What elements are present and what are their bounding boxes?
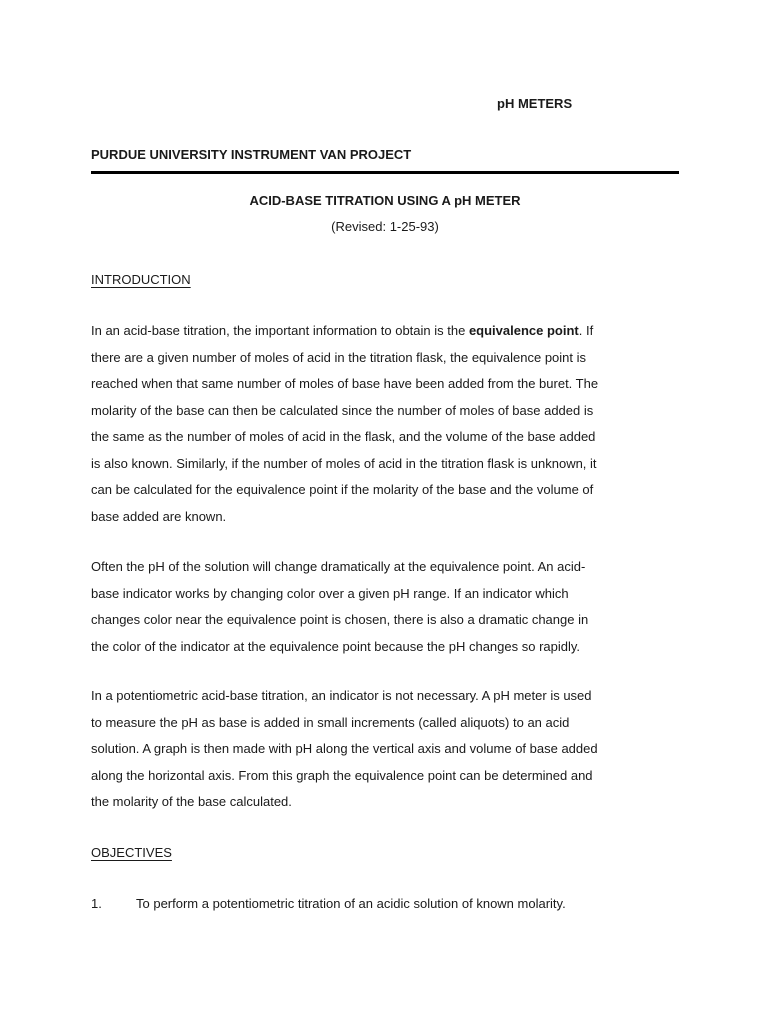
paragraph-line: base indicator works by changing color over a given pH range. If an indicator which — [91, 585, 569, 601]
page-header-title: pH METERS — [497, 96, 573, 111]
paragraph-line: the same as the number of moles of acid in the flask, and the volume of the base added — [91, 429, 596, 444]
text-span: . If — [578, 323, 594, 338]
introduction-paragraph-3 — [91, 683, 679, 816]
paragraph-line: solution. A graph is then made with pH along the vertical axis and volume of base added — [91, 741, 598, 756]
paragraph-line: along the horizontal axis. From this graph the equivalence point can be determined and — [91, 767, 593, 783]
paragraph-line: can be calculated for the equivalence point if the molarity of the base and the volume of — [91, 482, 594, 497]
document-title: ACID-BASE TITRATION USING A pH METER — [249, 193, 521, 208]
paragraph-line: reached when that same number of moles of base have been added from the buret. The — [91, 376, 599, 391]
paragraph-line: the color of the indicator at the equivalence point because the pH changes so rapidly. — [91, 638, 581, 654]
introduction-heading: INTRODUCTION — [91, 272, 191, 287]
introduction-paragraph-2 — [91, 554, 679, 660]
paragraph-line: is also known. Similarly, if the number of moles of acid in the titration flask is unknown, it — [91, 455, 597, 471]
header-divider — [91, 171, 679, 174]
equivalence-point-term: equivalence point — [468, 323, 579, 338]
paragraph-line: base added are known. — [91, 508, 227, 524]
introduction-paragraph-1 — [91, 318, 679, 530]
paragraph-line: the molarity of the base calculated. — [91, 794, 292, 809]
paragraph-line — [91, 318, 679, 345]
revision-date: (Revised: 1-25-93) — [331, 219, 439, 234]
paragraph-line: to measure the pH as base is added in small increments (called aliquots) to an acid — [91, 714, 570, 730]
objectives-heading: OBJECTIVES — [91, 845, 172, 860]
text-span: In an acid-base titration, the important information to obtain is the — [91, 323, 469, 338]
objective-number: 1. — [91, 896, 102, 911]
paragraph-line: molarity of the base can then be calculated since the number of moles of base added is — [91, 402, 594, 418]
paragraph-line: there are a given number of moles of acid in the titration flask, the equivalence point is — [91, 349, 587, 365]
paragraph-line: Often the pH of the solution will change dramatically at the equivalence point. An acid- — [91, 559, 586, 574]
organization-name: PURDUE UNIVERSITY INSTRUMENT VAN PROJECT — [91, 147, 412, 162]
paragraph-line: changes color near the equivalence point is chosen, there is also a dramatic change in — [91, 612, 589, 627]
paragraph-line: In a potentiometric acid-base titration, an indicator is not necessary. A pH meter is used — [91, 688, 592, 703]
objective-text: To perform a potentiometric titration of an acidic solution of known molarity. — [136, 896, 566, 911]
